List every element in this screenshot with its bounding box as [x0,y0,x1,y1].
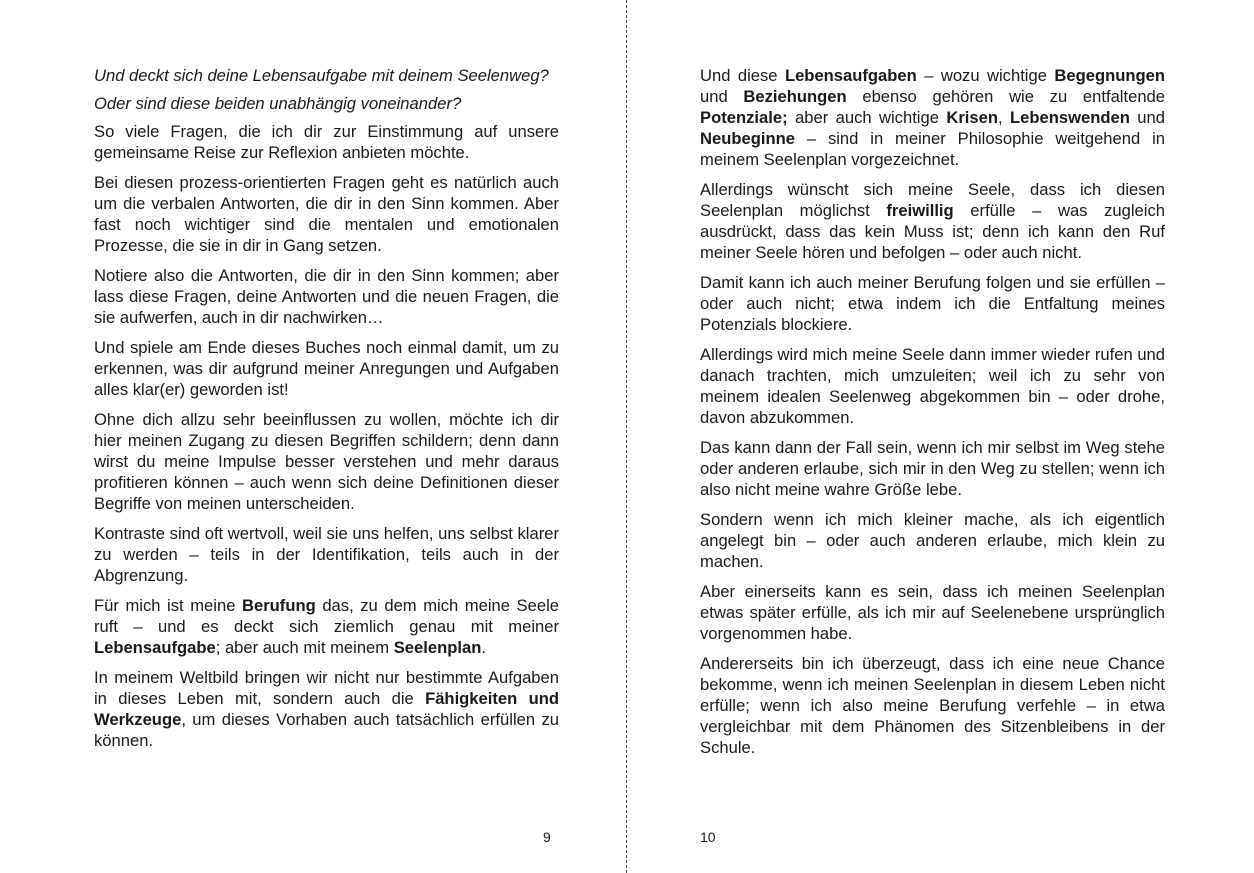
paragraph [700,179,1165,263]
text-run: Sondern wenn ich mich kleiner mache, als ich eigentlich angelegt bin – oder auch anderen erlaube, mich klein zu machen. [700,510,1165,571]
text-run: Und deckt sich deine Lebensaufgabe mit deinem Seelenweg? [94,66,549,85]
text-run: ebenso gehören wie zu entfaltende [846,87,1166,106]
bold-term: Lebenswenden [1010,108,1130,127]
paragraph [94,595,559,658]
text-run: Allerdings wird mich meine Seele dann immer wieder rufen und danach trachten, mich umzuleiten; weil ich zu sehr von meinem idealen Seelenweg abgekommen bin – oder drohe, davon abzukommen. [700,345,1165,427]
left-page [94,65,559,760]
paragraph [700,272,1165,335]
bold-term: freiwillig [886,201,954,220]
bold-term: Lebensaufgaben [784,66,917,85]
text-run: und [700,87,744,106]
text-run: Allerdings wünscht sich meine Seele, dass ich diesen Seelenplan möglichst [700,180,1165,220]
bold-term: Krisen [946,108,999,127]
paragraph [700,65,1165,170]
paragraph [94,172,559,256]
text-run: Und diese [700,66,785,85]
paragraph [700,344,1165,428]
page-number-right: 10 [700,829,716,845]
text-run: und [1129,108,1165,127]
text-run: Damit kann ich auch meiner Berufung folgen und sie erfüllen – oder auch nicht; etwa indem ich die Entfaltung meines Potenzials blockiere. [700,273,1165,334]
paragraph [700,437,1165,500]
text-run: . [481,638,486,657]
text-run: – wozu wichtige [916,66,1055,85]
text-run: Ohne dich allzu sehr beeinflussen zu wollen, möchte ich dir hier meinen Zugang zu diesen Begriffen schildern; denn dann wirst du meine Impulse besser verstehen und mehr daraus profitieren können – auch wenn sich deine Definitionen dieser Begriffe von meinen unterscheiden. [94,410,559,513]
bold-term: Berufung [242,596,316,615]
bold-term: Beziehungen [743,87,847,106]
text-run: Das kann dann der Fall sein, wenn ich mir selbst im Weg stehe oder anderen erlaube, sich mir in den Weg zu stellen; wenn ich also nicht meine wahre Größe lebe. [700,438,1165,499]
paragraph [94,337,559,400]
text-run: Kontraste sind oft wertvoll, weil sie uns helfen, uns selbst klarer zu werden – teils in der Identifikation, teils auch in der Abgrenzung. [94,524,559,585]
paragraph [700,581,1165,644]
text-run: Bei diesen prozess-orientierten Fragen geht es natürlich auch um die verbalen Antworten, die dir in den Sinn kommen. Aber fast noch wichtiger sind die mentalen und emotionalen Prozesse, die sie in dir in Gang setzen. [94,173,559,255]
bold-term: Potenziale; [700,108,788,127]
text-run: , um dieses Vorhaben auch tatsächlich erfüllen zu können. [94,710,559,750]
text-run: Und spiele am Ende dieses Buches noch einmal damit, um zu erkennen, was dir aufgrund meiner Anregungen und Aufgaben alles klar(er) geworden ist! [94,338,559,399]
paragraph [94,93,559,114]
text-run: Aber einerseits kann es sein, dass ich meinen Seelenplan etwas später erfülle, als ich mir auf Seelenebene ursprünglich vorgenommen habe. [700,582,1165,643]
bold-term: Neubeginne [700,129,795,148]
text-run: Für mich ist meine [94,596,242,615]
text-run: aber auch wichtige [787,108,947,127]
right-page [700,65,1165,767]
bold-term: Seelenplan [393,638,482,657]
text-run: In meinem Weltbild bringen wir nicht nur bestimmte Aufgaben in dieses Leben mit, sondern auch die [94,668,559,708]
text-run: Notiere also die Antworten, die dir in den Sinn kommen; aber lass diese Fragen, deine Antworten und die neuen Fragen, die sie aufwerfen, auch in dir nachwirken… [94,266,559,327]
page-divider [626,0,627,873]
paragraph [94,667,559,751]
paragraph [700,653,1165,758]
bold-term: Begegnungen [1054,66,1165,85]
paragraph [94,121,559,163]
text-run: erfülle – was zugleich ausdrückt, dass das kein Muss ist; denn ich kann den Ruf meiner Seele hören und befolgen – oder auch nicht. [700,201,1165,262]
paragraph [94,409,559,514]
text-run: So viele Fragen, die ich dir zur Einstimmung auf unsere gemeinsame Reise zur Reflexion anbieten möchte. [94,122,559,162]
text-run: , [998,108,1011,127]
text-run: Andererseits bin ich überzeugt, dass ich eine neue Chance bekomme, wenn ich meinen Seelenplan in diesem Leben nicht erfülle; wenn ich also meine Berufung verfehle – in etwa vergleichbar mit dem Phänomen des Sitzenbleibens in der Schule. [700,654,1165,757]
bold-term: Lebensaufgabe [94,638,216,657]
paragraph [94,65,559,86]
text-run: – sind in meiner Philosophie weitgehend in meinem Seelenplan vorgezeichnet. [700,129,1165,169]
text-run: ; aber auch mit meinem [215,638,394,657]
paragraph [94,265,559,328]
text-run: das, zu dem mich meine Seele ruft – und es deckt sich ziemlich genau mit meiner [94,596,559,636]
bold-term: Fähigkeiten und Werkzeuge [94,689,559,729]
page-number-left: 9 [543,829,551,845]
text-run: Oder sind diese beiden unabhängig voneinander? [94,94,462,113]
paragraph [94,523,559,586]
paragraph [700,509,1165,572]
